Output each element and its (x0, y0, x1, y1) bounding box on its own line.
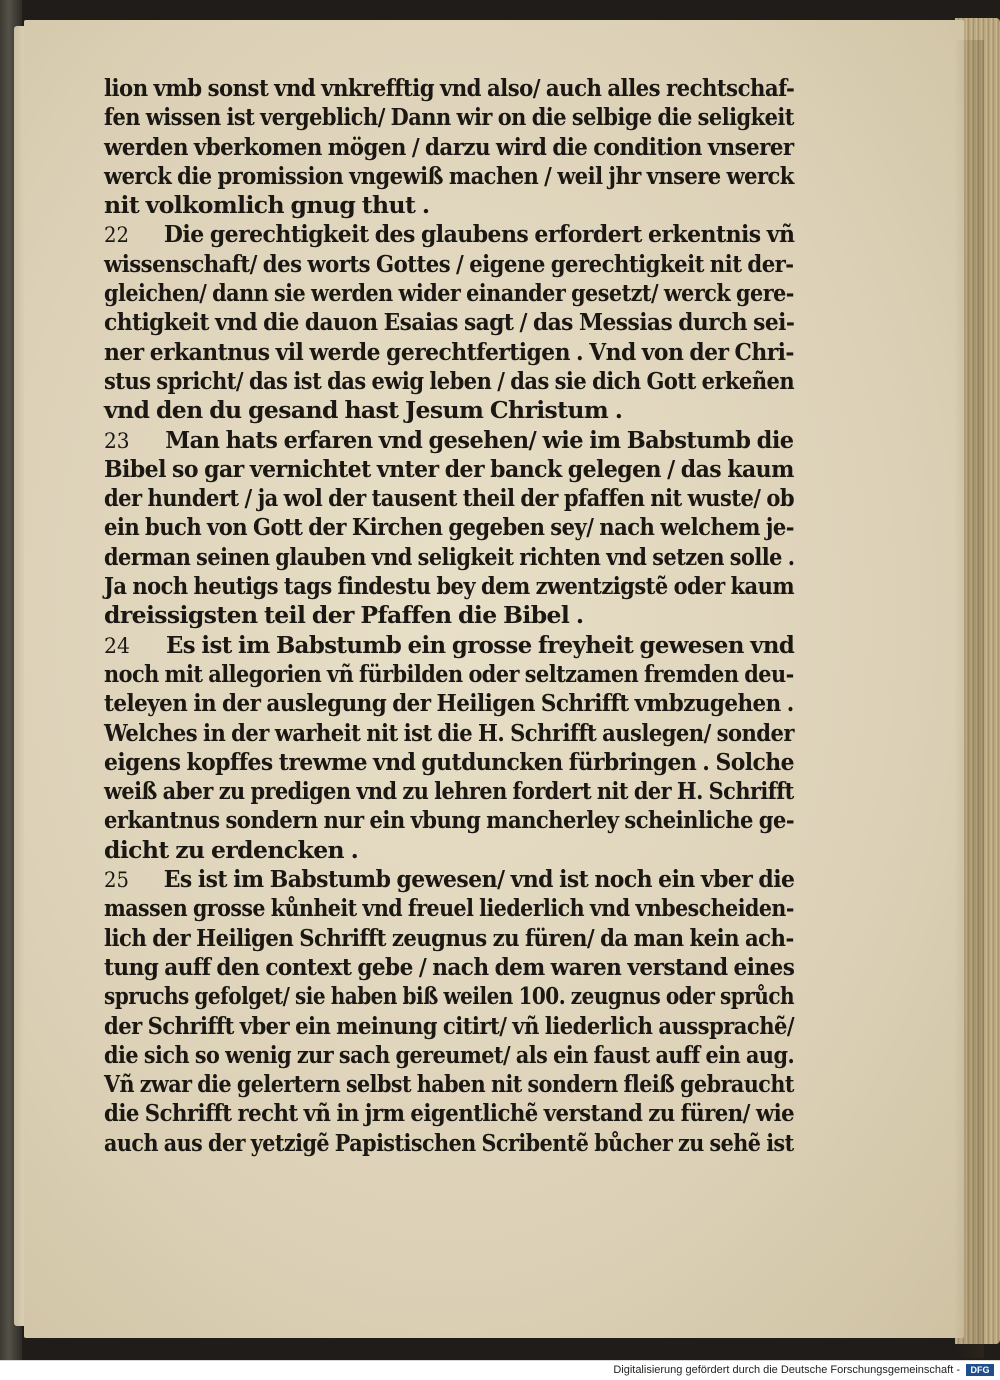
line-text: Man hats erfaren vnd gesehen/ wie im Babstumb die (165, 425, 794, 454)
line-text: gleichen/ dann sie werden wider einander gesetzt/ werck gere- (104, 279, 794, 308)
line-text: der hundert / ja wol der tausent theil der pfaffen nit wuste/ ob (104, 484, 795, 513)
text-line (104, 659, 794, 689)
line-text: spruchs gefolget/ sie haben biß weilen 100. zeugnus oder sprůch (104, 982, 795, 1011)
line-text: dreissigsten teil der Pfaffen die Bibel . (104, 601, 584, 630)
line-text: erkantnus sondern nur ein vbung mancherley scheinliche ge- (104, 806, 795, 835)
line-text: werden vberkomen mögen / darzu wird die condition vnserer (104, 132, 794, 161)
text-line (104, 777, 794, 806)
line-text: noch mit allegorien vñ fürbilden oder seltzamen fremden deu- (104, 659, 794, 688)
line-text: derman seinen glauben vnd seligkeit richten vnd setzen solle . (104, 542, 795, 571)
text-line (104, 337, 794, 367)
line-text: der Schrifft vber ein meinung citirt/ vñ liederlich aussprachẽ/ (104, 1011, 795, 1040)
paragraph-number: 24 (104, 633, 130, 658)
funding-notice: Digitalisierung gefördert durch die Deutsche Forschungsgemeinschaft - (613, 1364, 960, 1376)
line-text: auch aus der yetzigẽ Papistischen Scribentẽ bůcher zu sehẽ ist (104, 1128, 794, 1157)
text-line (104, 718, 794, 748)
text-line (104, 425, 794, 455)
text-line (104, 894, 794, 923)
text-line (104, 366, 795, 396)
text-line (104, 103, 794, 132)
text-line (104, 923, 794, 953)
paragraph-number: 25 (104, 868, 129, 893)
line-text: massen grosse kůnheit vnd freuel liederlich vnd vnbescheiden- (104, 894, 794, 923)
line-text: eigens kopffes trewme vnd gutduncken fürbringen . Solche (104, 747, 795, 776)
text-line (104, 74, 795, 103)
line-text: die sich so wenig zur sach gereumet/ als ein faust auff ein aug. (104, 1040, 795, 1069)
text-line (104, 952, 795, 982)
line-text: dicht zu erdencken . (104, 835, 359, 864)
text-line (104, 1040, 795, 1070)
footer-bar (0, 1360, 1000, 1380)
text-line (104, 308, 795, 337)
line-text: Welches in der warheit nit ist die H. Schrifft auslegen/ sonder (104, 718, 794, 747)
line-text: Ja noch heutigs tags findestu bey dem zwentzigstẽ oder kaum (104, 572, 795, 601)
line-text: chtigkeit vnd die dauon Esaias sagt / das Messias durch sei- (104, 308, 795, 337)
line-text: teleyen in der auslegung der Heiligen Schrifft vmbzugehen . (104, 689, 794, 718)
line-text: stus spricht/ das ist das ewig leben / das sie dich Gott erkeñen (104, 366, 795, 395)
text-line (104, 279, 794, 308)
text-line (104, 396, 794, 425)
line-text: nit volkomlich gnug thut . (104, 191, 430, 220)
text-line (104, 630, 795, 660)
text-line (104, 249, 794, 279)
line-text: Vñ zwar die gelertern selbst haben nit sondern fleiß gebraucht (104, 1070, 794, 1099)
line-text: ein buch von Gott der Kirchen gegeben sey/ nach welchem je- (104, 513, 794, 542)
line-text: die Schrifft recht vñ in jrm eigentlichẽ verstand zu füren/ wie (104, 1099, 795, 1128)
line-text: fen wissen ist vergeblich/ Dann wir on die selbige die seligkeit (104, 103, 794, 132)
text-line (104, 836, 794, 865)
line-text: werck die promission vngewiß machen / weil jhr vnsere werck (104, 161, 794, 190)
text-line (104, 572, 795, 601)
line-text: Bibel so gar vernichtet vnter der banck gelegen / das kaum (104, 454, 794, 483)
text-line (104, 865, 795, 894)
text-line (104, 191, 794, 220)
text-line (104, 132, 794, 162)
line-text: lion vmb sonst vnd vnkrefftig vnd also/ auch alles rechtschaf- (104, 74, 795, 102)
line-text: Die gerechtigkeit des glaubens erfordert erkentnis vñ (163, 220, 795, 249)
text-line (104, 513, 794, 542)
text-line (104, 542, 795, 572)
paragraph-number: 23 (104, 428, 130, 453)
text-line (104, 1128, 794, 1158)
dfg-logo: DFG (966, 1364, 994, 1376)
text-line (104, 601, 794, 630)
line-text: Es ist im Babstumb ein grosse freyheit gewesen vnd (166, 630, 795, 659)
text-line (104, 1099, 795, 1128)
line-text: weiß aber zu predigen vnd zu lehren fordert nit der H. Schrifft (104, 777, 794, 806)
line-text: vnd den du gesand hast Jesum Christum . (104, 396, 623, 425)
line-text: Es ist im Babstumb gewesen/ vnd ist noch ein vber die (163, 865, 795, 894)
text-line (104, 747, 795, 777)
gutter-shadow (954, 40, 984, 1358)
text-line (104, 161, 794, 191)
text-line (104, 454, 794, 484)
text-line (104, 806, 795, 835)
text-line (104, 982, 795, 1011)
text-line (104, 689, 794, 718)
line-text: lich der Heiligen Schrifft zeugnus zu füren/ da man kein ach- (104, 923, 794, 952)
line-text: wissenschaft/ des worts Gottes / eigene gerechtigkeit nit der- (104, 249, 794, 278)
page-text (104, 74, 794, 1158)
text-line (104, 484, 795, 513)
line-text: ner erkantnus vil werde gerechtfertigen . Vnd von der Chri- (104, 337, 794, 366)
text-line (104, 1011, 795, 1041)
paragraph-number: 22 (104, 223, 130, 248)
line-text: tung auff den context gebe / nach dem waren verstand eines (104, 952, 795, 981)
text-line (104, 220, 795, 249)
text-line (104, 1070, 794, 1099)
